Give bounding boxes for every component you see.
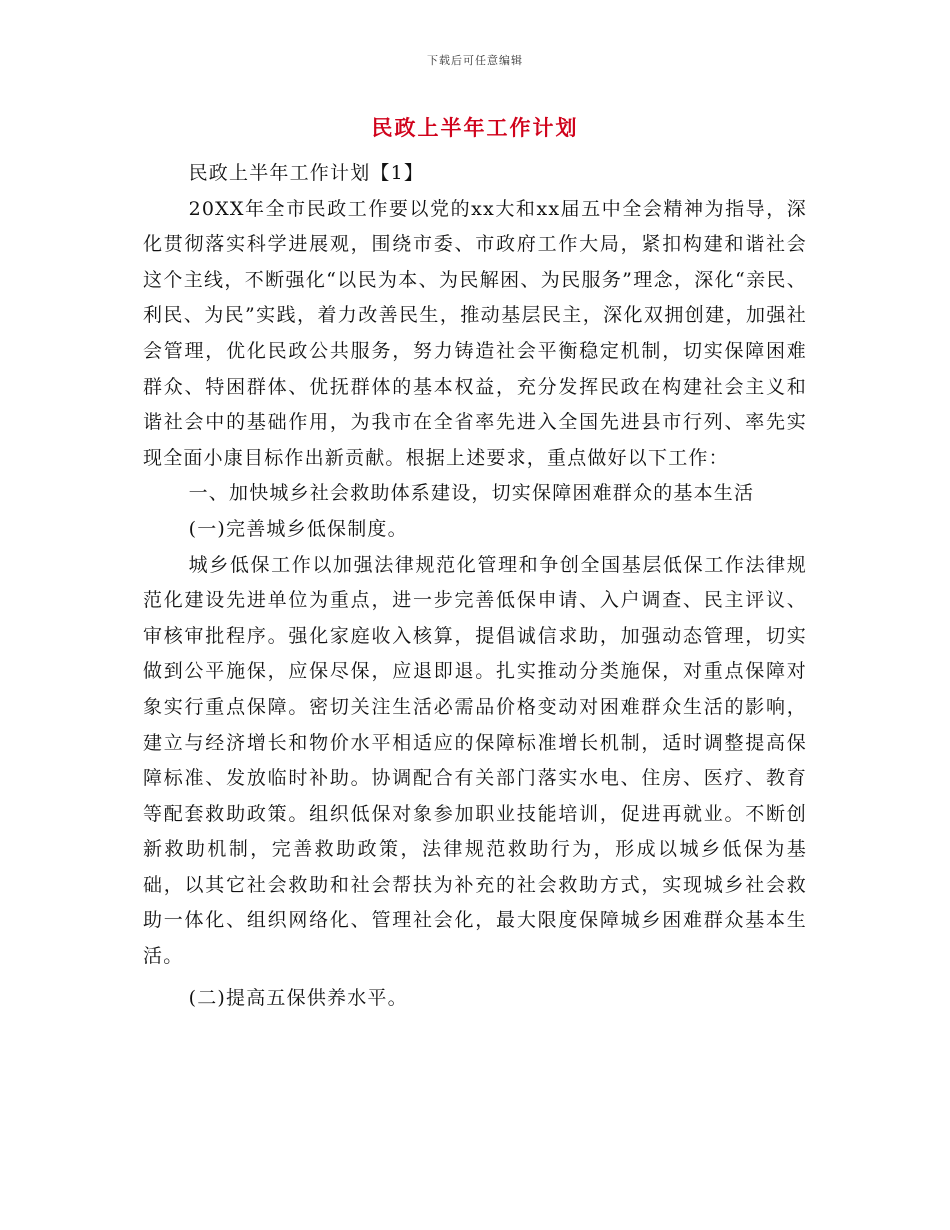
section-heading: 一、加快城乡社会救助体系建设，切实保障困难群众的基本生活 [188, 482, 755, 505]
paragraph: 20XX年全市民政工作要以党的xx大和xx届五中全会精神为指导，深化贯彻落实科学进展观，围绕市委、市政府工作大局，紧扣构建和谐社会这个主线，不断强化“以民为本、为民解困、为民服务”理念，深化“亲民、利民、为民”实践，着力改善民生，推动基层民主，深化双拥创建，加强社会管理，优化民政公共服务，努力铸造社会平衡稳定机制，切实保障困难群众、特困群体、优抚群体的基本权益，充分发挥民政在构建社会主义和谐社会中的基础作用，为我市在全省率先进入全国先进县市行列、率先实现全面小康目标作出新贡献。根据上述要求，重点做好以下工作： [143, 197, 807, 469]
document-title: 民政上半年工作计划 [371, 116, 579, 140]
subsection-heading: (二)提高五保供养水平。 [188, 986, 408, 1009]
document-body [143, 156, 807, 1016]
header-note: 下载后可任意编辑 [427, 54, 523, 67]
section-heading: 民政上半年工作计划【1】 [188, 162, 425, 184]
paragraph: 城乡低保工作以加强法律规范化管理和争创全国基层低保工作法律规范化建设先进单位为重点，进一步完善低保申请、入户调查、民主评议、审核审批程序。强化家庭收入核算，提倡诚信求助，加强动态管理，切实做到公平施保，应保尽保，应退即退。扎实推动分类施保，对重点保障对象实行重点保障。密切关注生活必需品价格变动对困难群众生活的影响，建立与经济增长和物价水平相适应的保障标准增长机制，适时调整提高保障标准、发放临时补助。协调配合有关部门落实水电、住房、医疗、教育等配套救助政策。组织低保对象参加职业技能培训，促进再就业。不断创新救助机制，完善救助政策，法律规范救助行为，形成以城乡低保为基础，以其它社会救助和社会帮扶为补充的社会救助方式，实现城乡社会救助一体化、组织网络化、管理社会化，最大限度保障城乡困难群众基本生活。 [143, 553, 807, 968]
subsection-heading: (一)完善城乡低保制度。 [188, 517, 408, 540]
